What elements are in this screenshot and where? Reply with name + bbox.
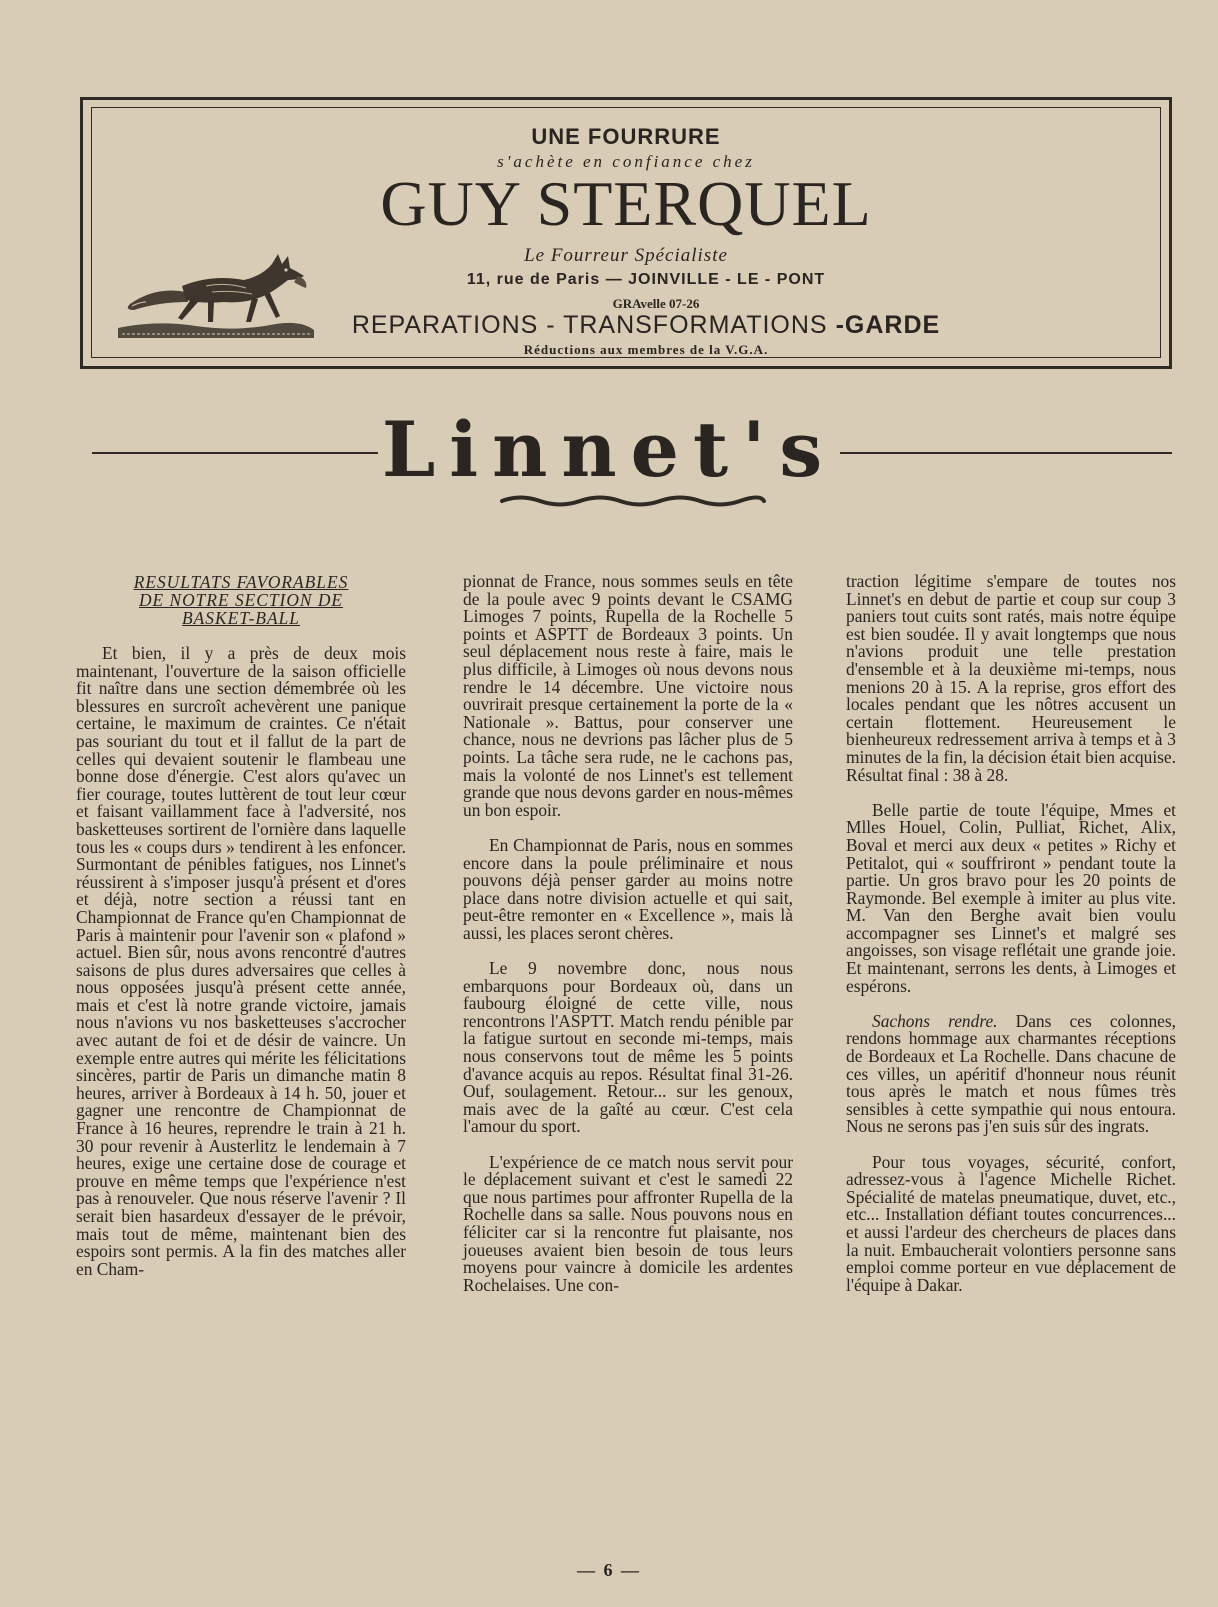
ad-inner-border: [91, 107, 1161, 358]
paragraph: traction légitime s'empare de toutes nos Linnet's en debut de partie et coup sur coup 3 paniers tout cuits sont ratés, mais notre équipe est bien soudée. Il y avait longtemps que nous n'avions produit une telle prestation d'ensemble et à la deuxième mi-temps, nous menions 20 à 15. A la reprise, gros effort des locales pendant que les nôtres accusent un certain flottement. Heureusement le bienheureux redressement arriva à temps et à 3 minutes de la fin, la décision était bien acquise. Résultat final : 38 à 28.: [846, 571, 1176, 785]
fur-advertisement: [80, 97, 1172, 369]
title-swash-ornament: [500, 494, 766, 508]
paragraph: Pour tous voyages, sécurité, confort, adressez-vous à l'agence Michelle Richet. Spécialité de matelas pneumatique, duvet, etc., etc... Installation défiant toutes concurrences... et aussi l'ardeur des chercheurs de places dans la nuit. Embaucherait volontiers personne sans emploi comme porteur en vue déplacement de l'équipe à Dakar.: [846, 1151, 1176, 1295]
page-number: — 6 —: [577, 1560, 641, 1580]
paragraph-with-lead: [846, 1010, 1176, 1137]
article-title-text: Linnet's: [378, 405, 840, 494]
article-column-2: [463, 573, 793, 1294]
ad-phone: GRAvelle 07-26: [612, 296, 700, 311]
paragraph: Belle partie de toute l'équipe, Mmes et Mlles Houel, Colin, Pulliat, Richet, Alix, Boval et merci aux deux « petites » Richy et Petitalot, qui « souffriront » pendant toute la partie. Un gros bravo pour les 20 points de Raymonde. Bel exemple à imiter au plus vite. M. Van den Berghe avait bien voulu accompagner ses Linnet's et malgré ses angoisses, son visage reflétait une grande joie. Et maintenant, serrons les dents, à Limoges et espérons.: [846, 799, 1176, 996]
paragraph: Et bien, il y a près de deux mois maintenant, l'ouverture de la saison officielle fit naître dans une section démembrée où les blessures en surcroît achevèrent une panique certaine, le maximum de craintes. Ce n'était pas souriant du tout et il fallut de la part de celles qui devaient soutenir le flambeau une bonne dose d'énergie. C'est alors qu'avec un fier courage, toutes luttèrent de tout leur cœur et faisant vaillamment face à l'adversité, nos basketteuses sortirent de l'ornière dans laquelle tous les « coups durs » tendirent à les enfoncer. Surmontant de pénibles fatigues, nos Linnet's réussirent à s'imposer jusqu'à présent et d'ores et déjà, notre section a réussi tant en Championnat de France qu'en Championnat de Paris à maintenir pour l'avenir son « plafond » actuel. Bien sûr, nous avons rencontré d'autres saisons de plus dures adversaires que celles à nous opposées jusqu'à présent cette année, mais et c'est là notre grande victoire, jamais nous n'avions vu nos basketteuses s'accrocher avec autant de foi et de désir de vaincre. Un exemple entre autres qui mérite les félicitations sincères, partir de Paris un dimanche matin 8 heures, arriver à Bordeaux à 14 h. 50, jouer et gagner une rencontre de Championnat de France à 16 heures, reprendre le train à 21 h. 30 pour revenir à Austerlitz le lendemain à 7 heures, exige une certaine dose de courage et prouve en même temps que l'expérience n'est pas à renouveler. Que nous réserve l'avenir ? Il serait bien hasardeux d'essayer de le prévoir, mais tout de même, maintenant bien des espoirs sont permis. A la fin des matches aller en Cham-: [76, 643, 406, 1279]
ad-services-main: REPARATIONS - TRANSFORMATIONS: [351, 311, 828, 339]
subheading-line-2: DE NOTRE SECTION DE: [138, 590, 344, 610]
paragraph-lead: Sachons rendre.: [872, 1010, 998, 1031]
article-column-1: [76, 573, 406, 1278]
ad-tagline: s'achète en confiance chez: [497, 152, 755, 171]
subheading-line-3: BASKET-BALL: [182, 608, 300, 628]
paragraph: pionnat de France, nous sommes seuls en tête de la poule avec 9 points devant le CSAMG Limoges 7 points, Rupella de la Rochelle 5 points et ASPTT de Bordeaux 3 points. Un seul déplacement nous reste à faire, mais le plus difficile, à Limoges où nous devons nous rendre le 14 décembre. Une victoire nous ouvrirait presque certainement la porte de la « Nationale ». Battus, pour conserver une chance, nous ne devrions pas lâcher plus de 5 points. La tâche sera rude, ne le cachons pas, mais la volonté de nos Linnet's est tellement grande que nous devons garder en nous-mêmes un bon espoir.: [463, 571, 793, 820]
article-column-3: [846, 573, 1176, 1294]
ad-services-extra: -GARDE: [835, 311, 941, 339]
ad-brand-name: GUY STERQUEL: [380, 168, 872, 239]
article-subheading: [76, 573, 406, 627]
paragraph: En Championnat de Paris, nous en sommes encore dans la poule préliminaire et nous pouvons déjà penser garder au moins notre place dans notre division actuelle et qui sait, peut-être remonter en « Excellence », mais là aussi, les places seront chères.: [463, 834, 793, 943]
ad-headline: UNE FOURRURE: [531, 124, 721, 149]
fox-icon: [116, 246, 316, 346]
article-title: [0, 405, 1218, 495]
subheading-line-1: RESULTATS FAVORABLES: [133, 572, 349, 592]
paragraph: Le 9 novembre donc, nous nous embarquons pour Bordeaux où, dans un faubourg éloigné de cette ville, nous rencontrons l'ASPTT. Match rendu pénible par la fatigue surtout en seconde mi-temps, mais nous conservons tout de même les 5 points d'avance acquis au repos. Résultat final 31-26. Ouf, soulagement. Retour... sur les genoux, mais avec de la gaîté au cœur. C'est cela l'amour du sport.: [463, 958, 793, 1137]
ad-specialist: Le Fourreur Spécialiste: [524, 245, 728, 266]
ad-discount: Réductions aux membres de la V.G.A.: [523, 342, 769, 357]
paragraph-body: Dans ces colonnes, rendons hommage aux charmantes réceptions de Bordeaux et La Rochelle. Dans chacune de ces villes, un apéritif d'honneur nous réunit tous après le match et nous fûmes très sensibles à cette sympathie qui nous entoura. Nous ne serons pas j'en suis sûr des ingrats.: [846, 1010, 1176, 1137]
paragraph: L'expérience de ce match nous servit pour le déplacement suivant et c'est le samedi 22 que nous partimes pour affronter Rupella de la Rochelle dans sa salle. Nous pouvons nous en féliciter car si la rencontre fut plaisante, nos joueuses avaient bien besoin de tous leurs moyens pour vaincre à domicile les ardentes Rochelaises. Une con-: [463, 1151, 793, 1295]
ad-address: 11, rue de Paris — JOINVILLE - LE - PONT: [466, 271, 826, 288]
